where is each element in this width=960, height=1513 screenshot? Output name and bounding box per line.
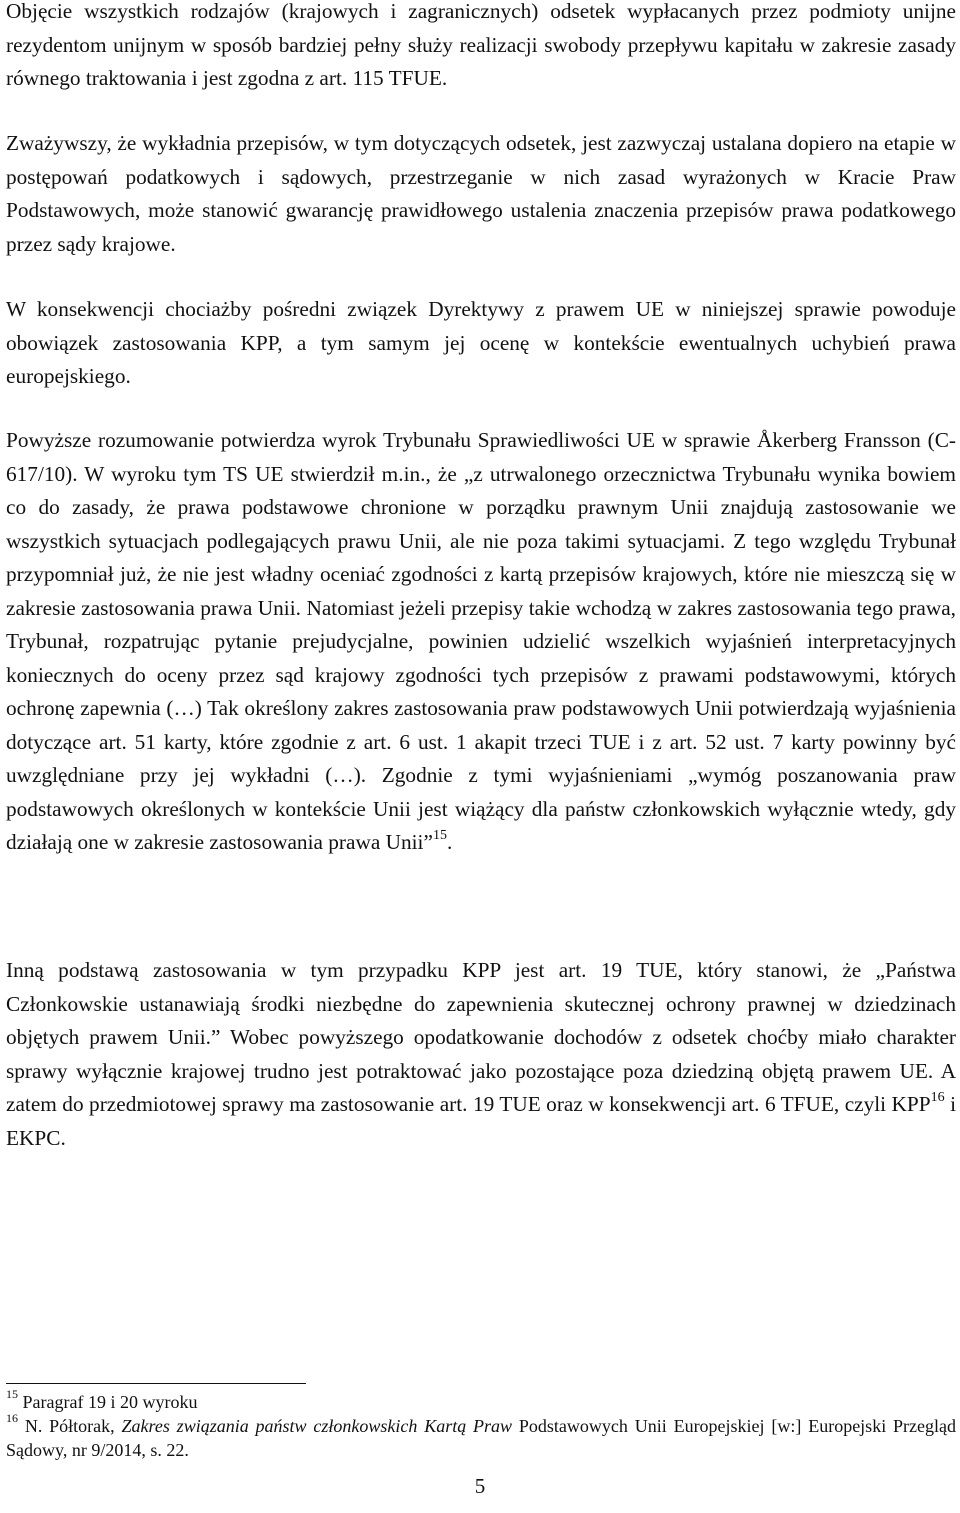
footnote-separator — [6, 1383, 306, 1384]
page-number: 5 — [474, 1474, 486, 1498]
footnote-16-rest: Podstawowych Unii Europejskiej [w:] Europejski Przegląd Sądowy, nr 9/2014, s. 22. — [6, 1416, 957, 1460]
footnote-15-number: 15 — [6, 1387, 18, 1401]
paragraph-4-text: Powyższe rozumowanie potwierdza wyrok Trybunału Sprawiedliwości UE w sprawie Åkerberg Fransson (C-617/10). W wyroku tym TS UE stwierdził m.in., że „z utrwalonego orzecznictwa Trybunału wynika bowiem co do zasady, że prawa podstawowe chronione w porządku prawnym Unii znajdują zastosowanie we wszystkich sytuacjach podlegających prawu Unii, ale nie poza takimi sytuacjami. Z tego względu Trybunał przypomniał już, że nie jest władny oceniać zgodności z kartą przepisów krajowych, które nie mieszczą się w zakresie zastosowania prawa Unii. Natomiast jeżeli przepisy takie wchodzą w zakres zastosowania tego prawa, Trybunał, rozpatrując pytanie prejudycjalne, powinien udzielić wszelkich wyjaśnień interpretacyjnych koniecznych do oceny przez sąd krajowy zgodności tych przepisów z prawami podstawowymi, których ochronę zapewnia (…) Tak określony zakres zastosowania praw podstawowych Unii potwierdzają wyjaśnienia dotyczące art. 51 karty, które zgodnie z art. 6 ust. 1 akapit trzeci TUE i z art. 52 ust. 7 karty powinny być uwzględniane przy jej wykładni (…). Zgodnie z tymi wyjaśnieniami „wymóg poszanowania praw podstawowych określonych w kontekście Unii jest wiążący dla państw członkowskich wyłącznie wtedy, gdy działają one w zakresie zastosowania prawa Unii” — [6, 428, 956, 854]
paragraph-1 — [6, 0, 956, 96]
footnote-16-author: N. Półtorak, — [18, 1416, 122, 1436]
paragraph-1-text: Objęcie wszystkich rodzajów (krajowych i zagranicznych) odsetek wypłacanych przez podmioty unijne rezydentom unijnym w sposób bardziej pełny służy realizacji swobody przepływu kapitału w zakresie zasady równego traktowania i jest zgodna z art. 115 TFUE. — [6, 0, 956, 90]
paragraph-5 — [6, 954, 956, 1155]
paragraph-5-end: i EKPC. — [6, 1092, 956, 1150]
footnote-15-text: Paragraf 19 i 20 wyroku — [18, 1392, 198, 1412]
footnote-16-title: Zakres związania państw członkowskich Kartą Praw — [121, 1416, 513, 1436]
footnote-ref-16[interactable]: 16 — [930, 1089, 945, 1105]
paragraph-5-text: Inną podstawą zastosowania w tym przypadku KPP jest art. 19 TUE, który stanowi, że „Państwa Członkowskie ustanawiają środki niezbędne do zapewnienia skutecznej ochrony prawnej w dziedzinach objętych prawem Unii.” Wobec powyższego opodatkowanie dochodów z odsetek choćby miało charakter sprawy wyłącznie krajowej trudno jest potraktować jako pozostające poza dziedziną objętą prawem UE. A zatem do przedmiotowej sprawy ma zastosowanie art. 19 TUE oraz w konsekwencji art. 6 TFUE, czyli KPP — [6, 958, 956, 1116]
paragraph-4-end: . — [446, 830, 453, 854]
footnote-16 — [6, 1411, 957, 1462]
footnote-15 — [6, 1387, 956, 1414]
footnote-16-number: 16 — [6, 1411, 18, 1425]
footnotes — [6, 1387, 957, 1462]
paragraph-2-text: Zważywszy, że wykładnia przepisów, w tym dotyczących odsetek, jest zazwyczaj ustalana dopiero na etapie w postępowań podatkowych i sądowych, przestrzeganie w nich zasad wyrażonych w Kracie Praw Podstawowych, może stanowić gwarancję prawidłowego ustalenia znaczenia przepisów prawa podatkowego przez sądy krajowe. — [6, 131, 956, 256]
footnote-ref-15[interactable]: 15 — [432, 827, 447, 843]
paragraph-3 — [6, 293, 956, 394]
paragraph-2 — [6, 127, 956, 261]
paragraph-4 — [6, 424, 956, 860]
paragraph-3-text: W konsekwencji chociażby pośredni związek Dyrektywy z prawem UE w niniejszej sprawie powoduje obowiązek zastosowania KPP, a tym samym jej ocenę w kontekście ewentualnych uchybień prawa europejskiego. — [6, 297, 956, 388]
